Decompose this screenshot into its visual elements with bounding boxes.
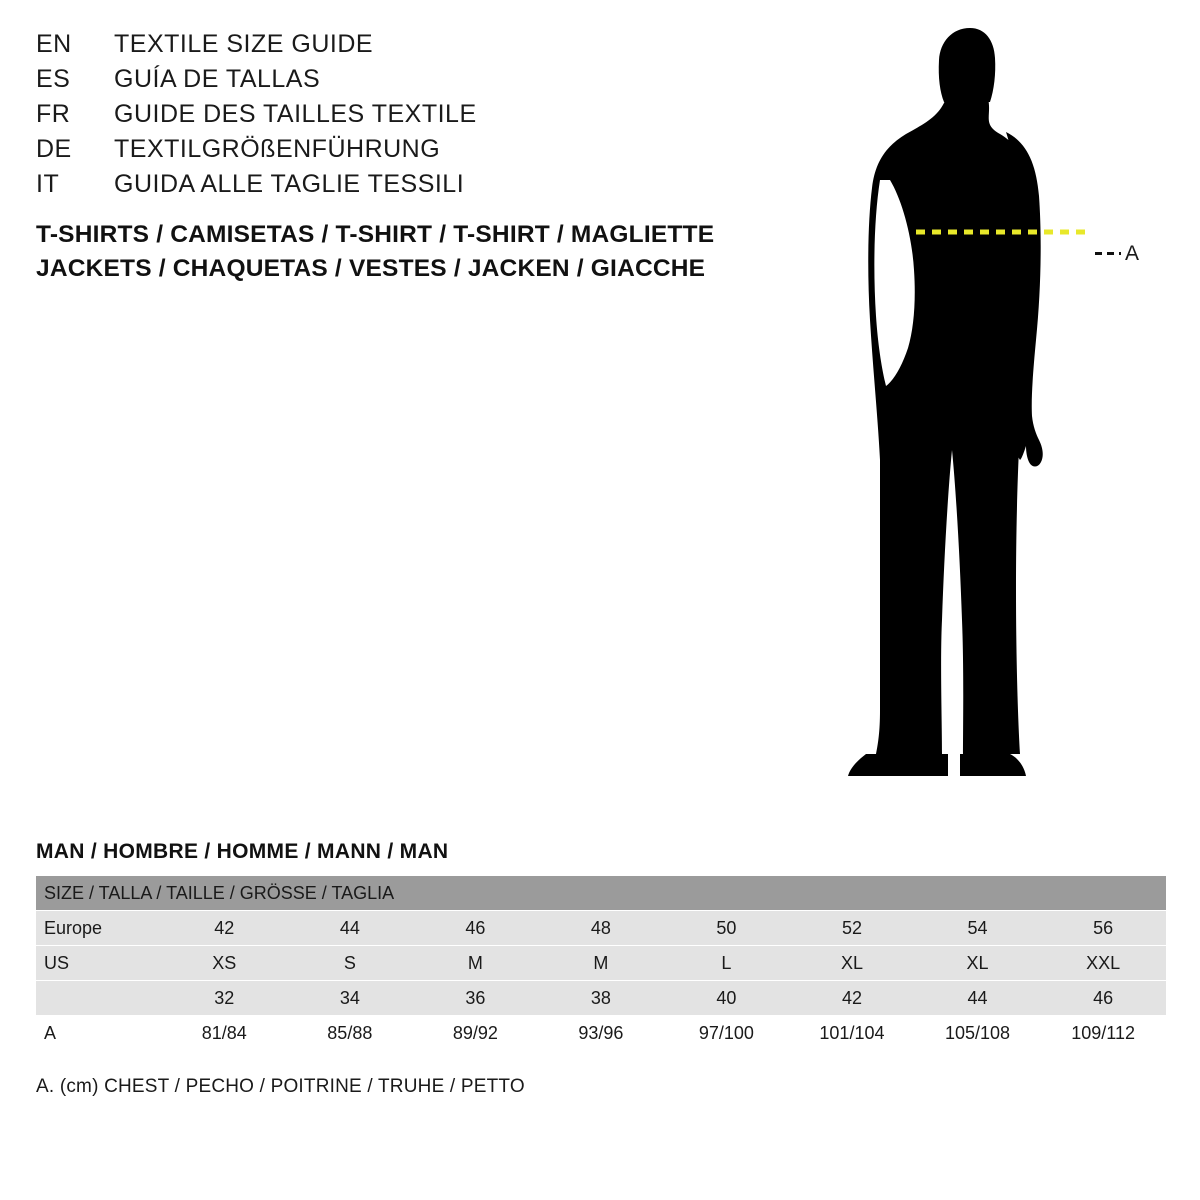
language-title: TEXTILGRÖßENFÜHRUNG bbox=[114, 135, 441, 163]
table-cell: 105/108 bbox=[915, 1016, 1041, 1051]
table-cell: 32 bbox=[162, 981, 288, 1016]
table-row bbox=[36, 981, 1166, 1016]
table-row bbox=[36, 1016, 1166, 1051]
male-silhouette-icon bbox=[820, 20, 1180, 790]
language-code: EN bbox=[36, 30, 72, 58]
table-cell: 34 bbox=[287, 981, 413, 1016]
table-cell: 42 bbox=[789, 981, 915, 1016]
size-table bbox=[36, 876, 1166, 1050]
garment-line-jackets: JACKETS / CHAQUETAS / VESTES / JACKEN / GIACCHE bbox=[36, 255, 706, 282]
table-cell: 97/100 bbox=[664, 1016, 790, 1051]
table-cell: 54 bbox=[915, 911, 1041, 946]
language-row bbox=[36, 30, 736, 65]
table-cell: 89/92 bbox=[413, 1016, 539, 1051]
language-row bbox=[36, 135, 736, 170]
table-cell: 48 bbox=[538, 911, 664, 946]
table-cell: 93/96 bbox=[538, 1016, 664, 1051]
table-cell: 52 bbox=[789, 911, 915, 946]
table-section-title: MAN / HOMBRE / HOMME / MANN / MAN bbox=[36, 840, 449, 863]
table-cell: S bbox=[287, 946, 413, 981]
table-cell: 44 bbox=[287, 911, 413, 946]
language-title: TEXTILE SIZE GUIDE bbox=[114, 30, 374, 58]
table-cell: 44 bbox=[915, 981, 1041, 1016]
language-code: ES bbox=[36, 65, 71, 93]
table-cell: 81/84 bbox=[162, 1016, 288, 1051]
table-cell: 46 bbox=[413, 911, 539, 946]
table-cell: 36 bbox=[413, 981, 539, 1016]
chest-leader-dashes bbox=[1095, 252, 1121, 255]
table-cell: XL bbox=[789, 946, 915, 981]
language-row bbox=[36, 65, 736, 100]
language-code: FR bbox=[36, 100, 71, 128]
table-cell: XL bbox=[915, 946, 1041, 981]
table-cell: 56 bbox=[1040, 911, 1166, 946]
language-code: DE bbox=[36, 135, 72, 163]
language-title: GUÍA DE TALLAS bbox=[114, 65, 321, 93]
language-row bbox=[36, 100, 736, 135]
table-cell: 42 bbox=[162, 911, 288, 946]
table-header-label: SIZE / TALLA / TAILLE / GRÖSSE / TAGLIA bbox=[36, 876, 1166, 911]
row-label bbox=[36, 981, 162, 1016]
garment-line-tshirts: T-SHIRTS / CAMISETAS / T-SHIRT / T-SHIRT / MAGLIETTE bbox=[36, 221, 715, 248]
table-cell: 109/112 bbox=[1040, 1016, 1166, 1051]
table-cell: 46 bbox=[1040, 981, 1166, 1016]
table-footnote: A. (cm) CHEST / PECHO / POITRINE / TRUHE / PETTO bbox=[36, 1076, 525, 1097]
table-cell: M bbox=[538, 946, 664, 981]
table-cell: 101/104 bbox=[789, 1016, 915, 1051]
table-cell: XS bbox=[162, 946, 288, 981]
language-title-block bbox=[36, 30, 736, 205]
row-label: Europe bbox=[36, 911, 162, 946]
language-title: GUIDA ALLE TAGLIE TESSILI bbox=[114, 170, 465, 198]
chest-measure-label: A bbox=[1125, 242, 1140, 265]
garment-type-block bbox=[36, 218, 796, 286]
table-cell: L bbox=[664, 946, 790, 981]
row-label: US bbox=[36, 946, 162, 981]
size-table-section bbox=[36, 840, 1166, 1098]
table-row bbox=[36, 911, 1166, 946]
table-cell: 40 bbox=[664, 981, 790, 1016]
body-figure bbox=[820, 20, 1180, 790]
table-cell: XXL bbox=[1040, 946, 1166, 981]
table-cell: 38 bbox=[538, 981, 664, 1016]
table-cell: M bbox=[413, 946, 539, 981]
table-header-row bbox=[36, 876, 1166, 911]
language-row bbox=[36, 170, 736, 205]
table-row bbox=[36, 946, 1166, 981]
language-title: GUIDE DES TAILLES TEXTILE bbox=[114, 100, 477, 128]
table-cell: 85/88 bbox=[287, 1016, 413, 1051]
row-label: A bbox=[36, 1016, 162, 1051]
language-code: IT bbox=[36, 170, 60, 198]
table-cell: 50 bbox=[664, 911, 790, 946]
